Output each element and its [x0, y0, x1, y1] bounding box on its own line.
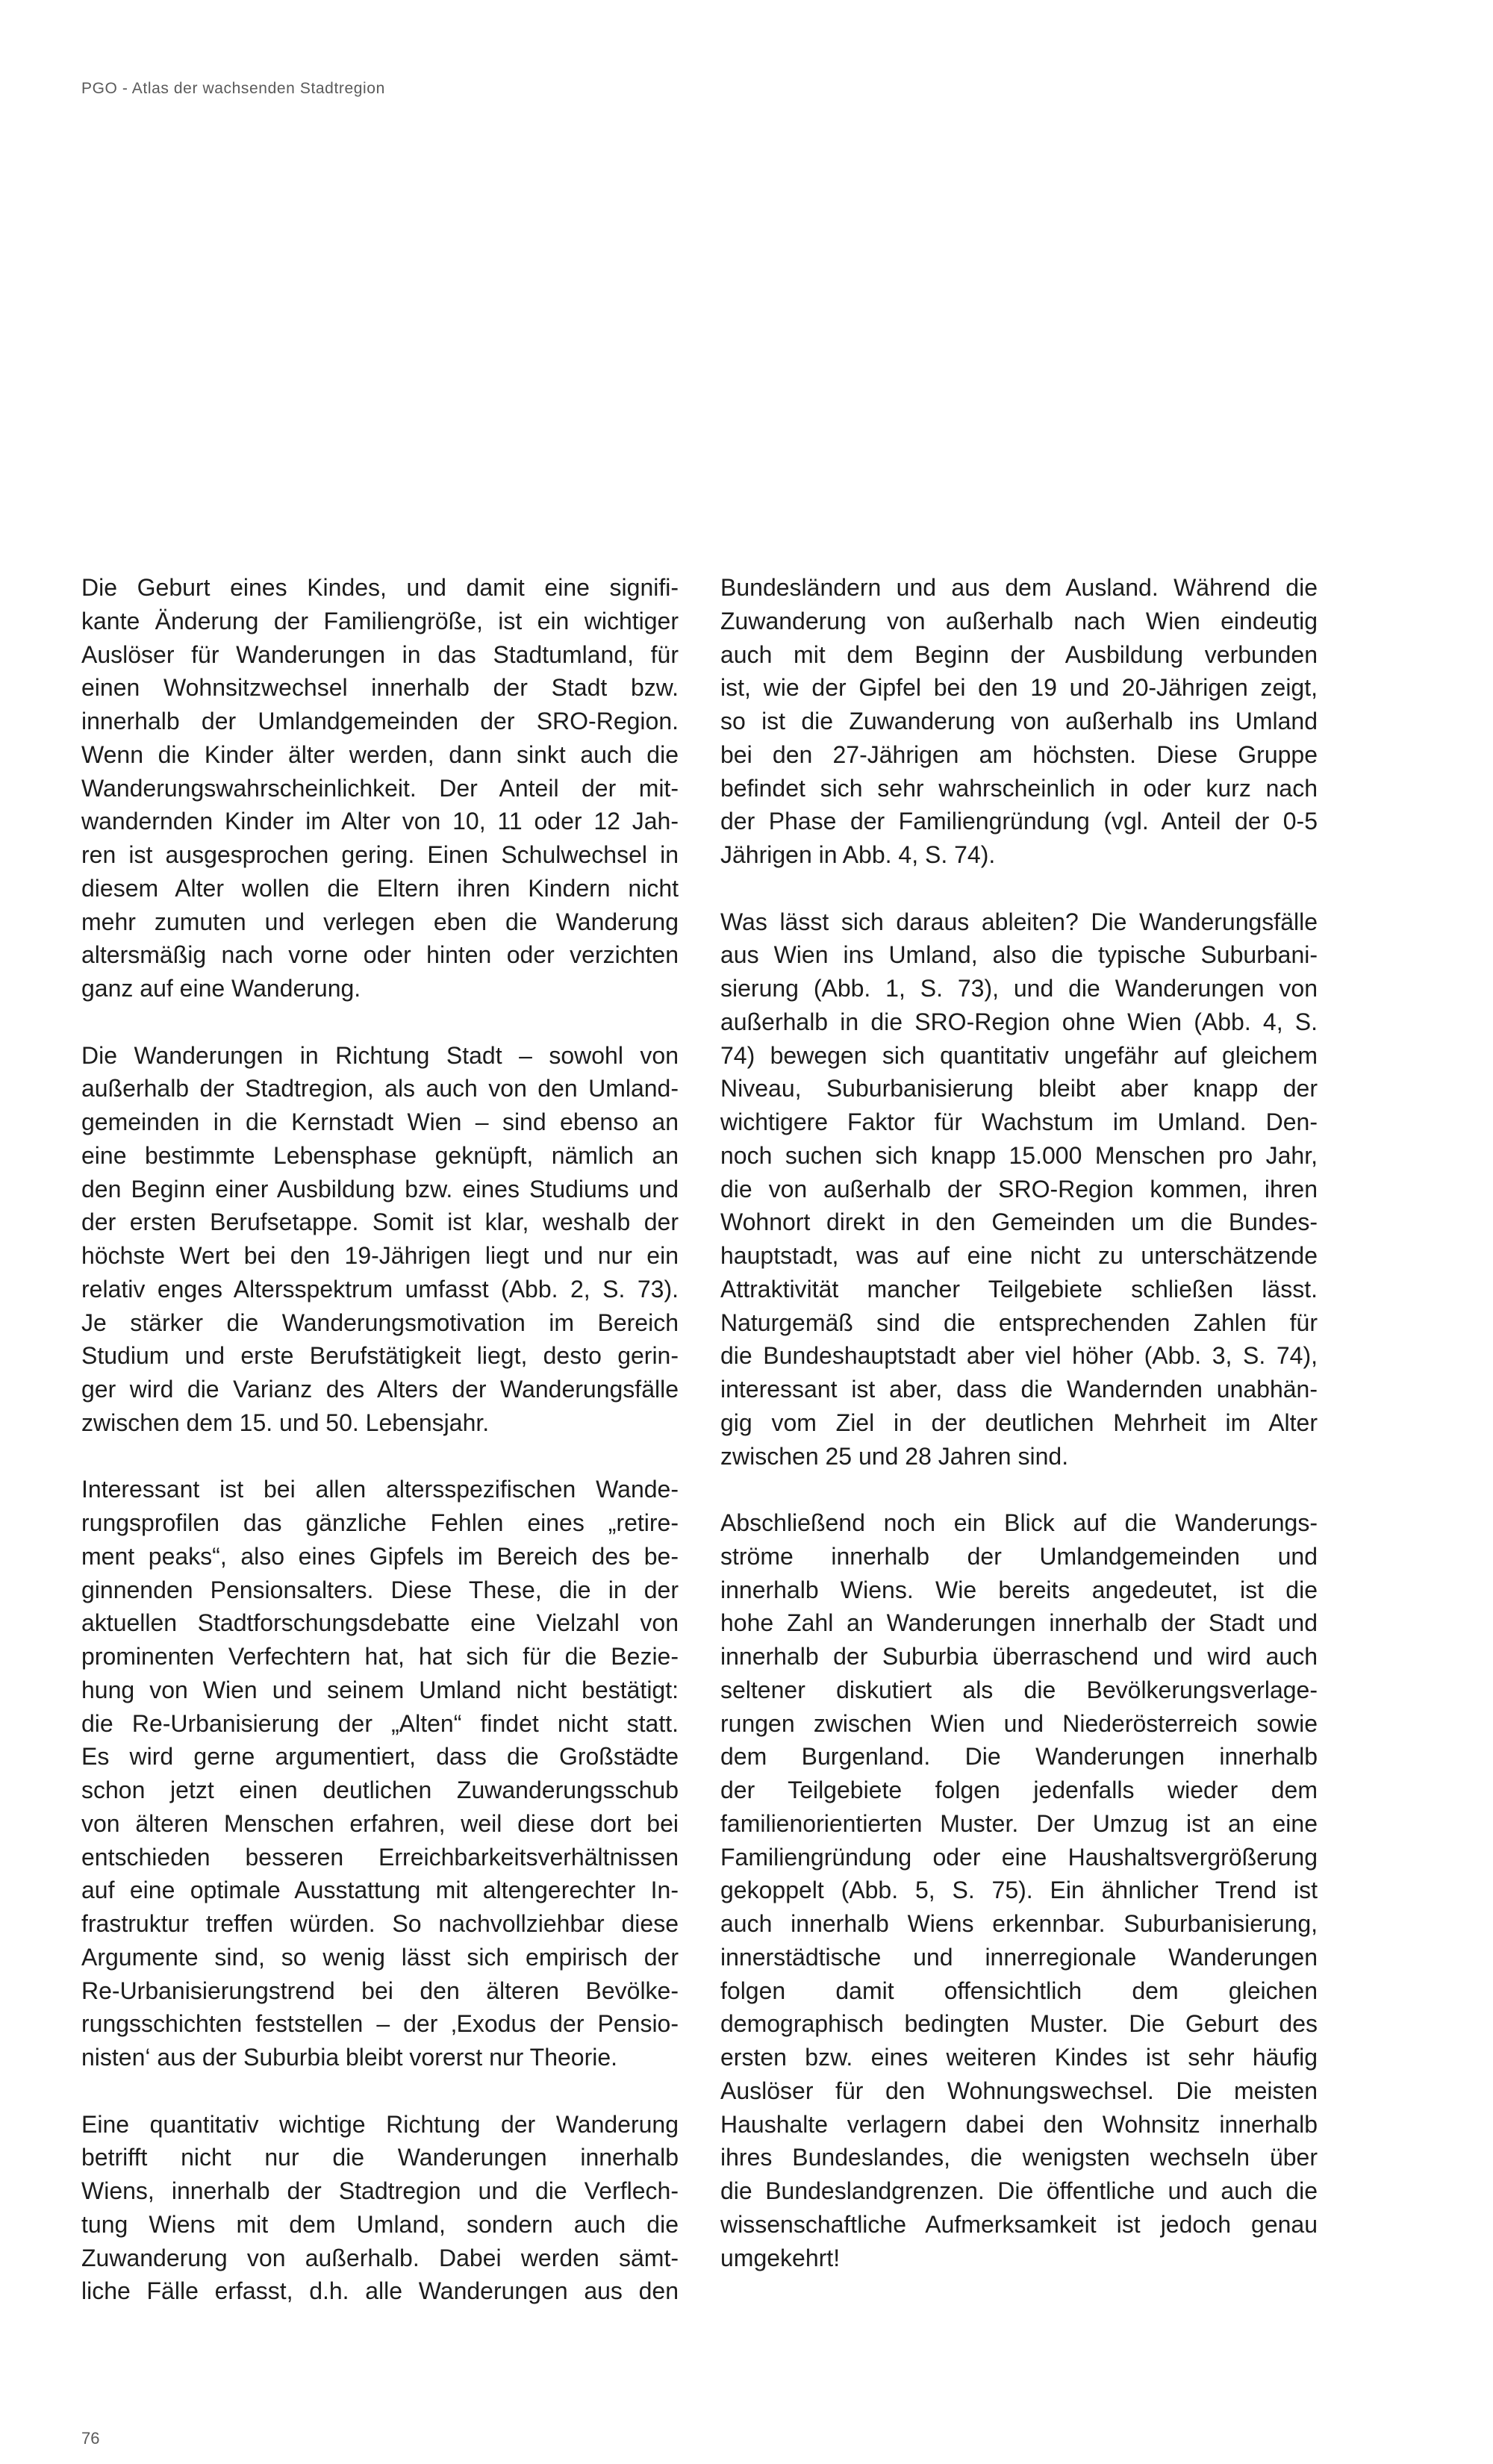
text-line: Eine quantitativ wichtige Richtung der Wanderung: [81, 2110, 679, 2138]
text-line: altersmäßig nach vorne oder hinten oder verzichten: [81, 941, 679, 969]
text-line: außerhalb der Stadtregion, als auch von den Umland-: [81, 1075, 679, 1102]
text-line: sierung (Abb. 1, S. 73), und die Wanderungen von: [720, 975, 1318, 1002]
text-line: wichtigere Faktor für Wachstum im Umland. Den-: [720, 1108, 1318, 1135]
text-line: der Phase der Familiengründung (vgl. Anteil der 0-5: [720, 808, 1318, 835]
text-line: ihres Bundeslandes, die wenigsten wechseln über: [720, 2144, 1318, 2171]
text-column-right: [720, 571, 1318, 2308]
paragraph: [720, 571, 1318, 872]
text-line: Auslöser für den Wohnungswechsel. Die meisten: [720, 2077, 1318, 2104]
text-line: entschieden besseren Erreichbarkeitsverhältnissen: [81, 1843, 679, 1871]
text-line: von älteren Menschen erfahren, weil diese dort bei: [81, 1809, 679, 1837]
text-line: familienorientierten Muster. Der Umzug ist an eine: [720, 1809, 1318, 1837]
text-line: ist, wie der Gipfel bei den 19 und 20-Jährigen zeigt,: [720, 674, 1318, 702]
text-line: mehr zumuten und verlegen eben die Wanderung: [81, 908, 679, 935]
text-column-left: [81, 571, 679, 2342]
text-line: demographisch bedingten Muster. Die Geburt des: [720, 2010, 1318, 2038]
text-line: eine bestimmte Lebensphase geknüpft, nämlich an: [81, 1141, 679, 1169]
text-line: frastruktur treffen würden. So nachvollziehbar diese: [81, 1910, 679, 1937]
text-line: Was lässt sich daraus ableiten? Die Wanderungsfälle: [720, 908, 1318, 935]
text-line: Die Geburt eines Kindes, und damit eine signifi-: [81, 574, 679, 601]
text-line: befindet sich sehr wahrscheinlich in oder kurz nach: [720, 774, 1318, 802]
paragraph: [81, 1473, 679, 2074]
text-line: 74) bewegen sich quantitativ ungefähr auf gleichem: [720, 1041, 1318, 1069]
text-line: Zuwanderung von außerhalb nach Wien eindeutig: [720, 607, 1318, 634]
text-line: Re-Urbanisierungstrend bei den älteren Bevölke-: [81, 1977, 679, 2004]
text-line: die Re-Urbanisierung der „Alten“ findet nicht statt.: [81, 1709, 679, 1737]
text-line: Argumente sind, so wenig lässt sich empirisch der: [81, 1943, 679, 1971]
text-line: nisten‘ aus der Suburbia bleibt vorerst nur Theorie.: [81, 2044, 618, 2071]
text-line: Haushalte verlagern dabei den Wohnsitz innerhalb: [720, 2110, 1318, 2138]
text-line: Bundesländern und aus dem Ausland. Während die: [720, 574, 1318, 601]
text-line: rungsprofilen das gänzliche Fehlen eines „retire-: [81, 1509, 679, 1536]
text-line: Attraktivität mancher Teilgebiete schließen lässt.: [720, 1275, 1318, 1303]
text-line: der ersten Berufsetappe. Somit ist klar, weshalb der: [81, 1208, 679, 1236]
text-line: aktuellen Stadtforschungsdebatte eine Vielzahl von: [81, 1609, 679, 1637]
text-line: Die Wanderungen in Richtung Stadt – sowohl von: [81, 1041, 679, 1069]
text-line: Auslöser für Wanderungen in das Stadtumland, für: [81, 640, 679, 668]
text-line: folgen damit offensichtlich dem gleichen: [720, 1977, 1318, 2004]
paragraph: [81, 2108, 679, 2309]
text-line: einen Wohnsitzwechsel innerhalb der Stadt bzw.: [81, 674, 679, 702]
text-line: innerhalb Wiens. Wie bereits angedeutet, ist die: [720, 1576, 1318, 1603]
text-line: ströme innerhalb der Umlandgemeinden und: [720, 1542, 1318, 1570]
paragraph: [720, 905, 1318, 1473]
text-line: rungen zwischen Wien und Niederösterreich sowie: [720, 1709, 1318, 1737]
text-line: Zuwanderung von außerhalb. Dabei werden sämt-: [81, 2244, 679, 2271]
text-line: Je stärker die Wanderungsmotivation im Bereich: [81, 1309, 679, 1336]
text-line: diesem Alter wollen die Eltern ihren Kindern nicht: [81, 874, 679, 902]
text-line: auf eine optimale Ausstattung mit altengerechter In-: [81, 1877, 679, 1904]
text-line: gig vom Ziel in der deutlichen Mehrheit im Alter: [720, 1409, 1318, 1436]
text-line: innerstädtische und innerregionale Wanderungen: [720, 1943, 1318, 1971]
text-line: hohe Zahl an Wanderungen innerhalb der Stadt und: [720, 1609, 1318, 1637]
text-line: ren ist ausgesprochen gering. Einen Schulwechsel in: [81, 841, 679, 868]
text-line: ginnenden Pensionsalters. Diese These, die in der: [81, 1576, 679, 1603]
text-line: die von außerhalb der SRO-Region kommen, ihren: [720, 1175, 1318, 1203]
text-line: Niveau, Suburbanisierung bleibt aber knapp der: [720, 1075, 1318, 1102]
text-line: kante Änderung der Familiengröße, ist ein wichtiger: [81, 607, 679, 634]
text-line: Jährigen in Abb. 4, S. 74).: [720, 841, 996, 868]
text-line: wissenschaftliche Aufmerksamkeit ist jedoch genau: [720, 2210, 1318, 2238]
text-line: dem Burgenland. Die Wanderungen innerhalb: [720, 1743, 1318, 1771]
text-line: prominenten Verfechtern hat, hat sich für die Bezie-: [81, 1643, 679, 1670]
text-line: Naturgemäß sind die entsprechenden Zahlen für: [720, 1309, 1318, 1336]
text-line: Abschließend noch ein Blick auf die Wanderungs-: [720, 1509, 1318, 1536]
text-line: tung Wiens mit dem Umland, sondern auch die: [81, 2210, 679, 2238]
text-line: Wiens, innerhalb der Stadtregion und die Verflech-: [81, 2177, 679, 2204]
text-line: höchste Wert bei den 19-Jährigen liegt und nur ein: [81, 1242, 679, 1269]
text-line: noch suchen sich knapp 15.000 Menschen pro Jahr,: [720, 1141, 1318, 1169]
text-line: Familiengründung oder eine Haushaltsvergrößerung: [720, 1843, 1318, 1871]
text-line: seltener diskutiert als die Bevölkerungsverlage-: [720, 1676, 1318, 1703]
text-line: rungsschichten feststellen – der ‚Exodus der Pensio-: [81, 2010, 679, 2038]
text-line: innerhalb der Suburbia überraschend und wird auch: [720, 1643, 1318, 1670]
text-line: zwischen dem 15. und 50. Lebensjahr.: [81, 1409, 490, 1436]
text-line: so ist die Zuwanderung von außerhalb ins Umland: [720, 708, 1318, 734]
text-line: hauptstadt, was auf eine nicht zu unterschätzende: [720, 1242, 1318, 1269]
running-header: PGO - Atlas der wachsenden Stadtregion: [81, 80, 385, 97]
text-line: ment peaks“, also eines Gipfels im Bereich des be-: [81, 1542, 679, 1570]
text-line: Es wird gerne argumentiert, dass die Großstädte: [81, 1743, 679, 1771]
text-line: aus Wien ins Umland, also die typische Suburbani-: [720, 941, 1318, 969]
text-line: zwischen 25 und 28 Jahren sind.: [720, 1442, 1069, 1470]
text-line: gekoppelt (Abb. 5, S. 75). Ein ähnlicher Trend ist: [720, 1877, 1318, 1904]
text-line: den Beginn einer Ausbildung bzw. eines Studiums und: [81, 1175, 679, 1203]
text-line: Wanderungswahrscheinlichkeit. Der Anteil der mit-: [81, 774, 679, 802]
text-line: interessant ist aber, dass die Wandernden unabhän-: [720, 1376, 1318, 1403]
text-line: Studium und erste Berufstätigkeit liegt, desto gerin-: [81, 1342, 679, 1370]
text-line: auch innerhalb Wiens erkennbar. Suburbanisierung,: [720, 1910, 1318, 1937]
text-line: bei den 27-Jährigen am höchsten. Diese Gruppe: [720, 740, 1318, 768]
paragraph: [81, 571, 679, 1005]
text-line: relativ enges Altersspektrum umfasst (Abb. 2, S. 73).: [81, 1275, 679, 1303]
text-line: schon jetzt einen deutlichen Zuwanderungsschub: [81, 1777, 679, 1803]
text-line: die Bundeshauptstadt aber viel höher (Abb. 3, S. 74),: [720, 1342, 1318, 1370]
text-line: Interessant ist bei allen altersspezifischen Wande-: [81, 1476, 679, 1503]
text-line: betrifft nicht nur die Wanderungen innerhalb: [81, 2144, 679, 2171]
paragraph: [81, 1039, 679, 1440]
text-line: umgekehrt!: [720, 2244, 841, 2271]
text-line: innerhalb der Umlandgemeinden der SRO-Region.: [81, 708, 679, 734]
text-line: gemeinden in die Kernstadt Wien – sind ebenso an: [81, 1108, 679, 1135]
text-line: außerhalb in die SRO-Region ohne Wien (Abb. 4, S.: [720, 1008, 1318, 1035]
text-line: Wohnort direkt in den Gemeinden um die Bundes-: [720, 1208, 1318, 1236]
page-number: 76: [81, 2429, 100, 2448]
text-line: ganz auf eine Wanderung.: [81, 975, 361, 1002]
text-line: wandernden Kinder im Alter von 10, 11 oder 12 Jah-: [81, 808, 679, 835]
text-line: der Teilgebiete folgen jedenfalls wieder dem: [720, 1777, 1318, 1803]
text-line: hung von Wien und seinem Umland nicht bestätigt:: [81, 1676, 679, 1703]
text-line: die Bundeslandgrenzen. Die öffentliche und auch die: [720, 2177, 1318, 2204]
paragraph: [720, 1506, 1318, 2274]
text-line: Wenn die Kinder älter werden, dann sinkt auch die: [81, 740, 679, 768]
text-line: auch mit dem Beginn der Ausbildung verbunden: [720, 640, 1318, 668]
text-line: ersten bzw. eines weiteren Kindes ist sehr häufig: [720, 2044, 1318, 2071]
text-line: liche Fälle erfasst, d.h. alle Wanderungen aus den: [81, 2277, 679, 2305]
text-line: ger wird die Varianz des Alters der Wanderungsfälle: [81, 1376, 679, 1403]
